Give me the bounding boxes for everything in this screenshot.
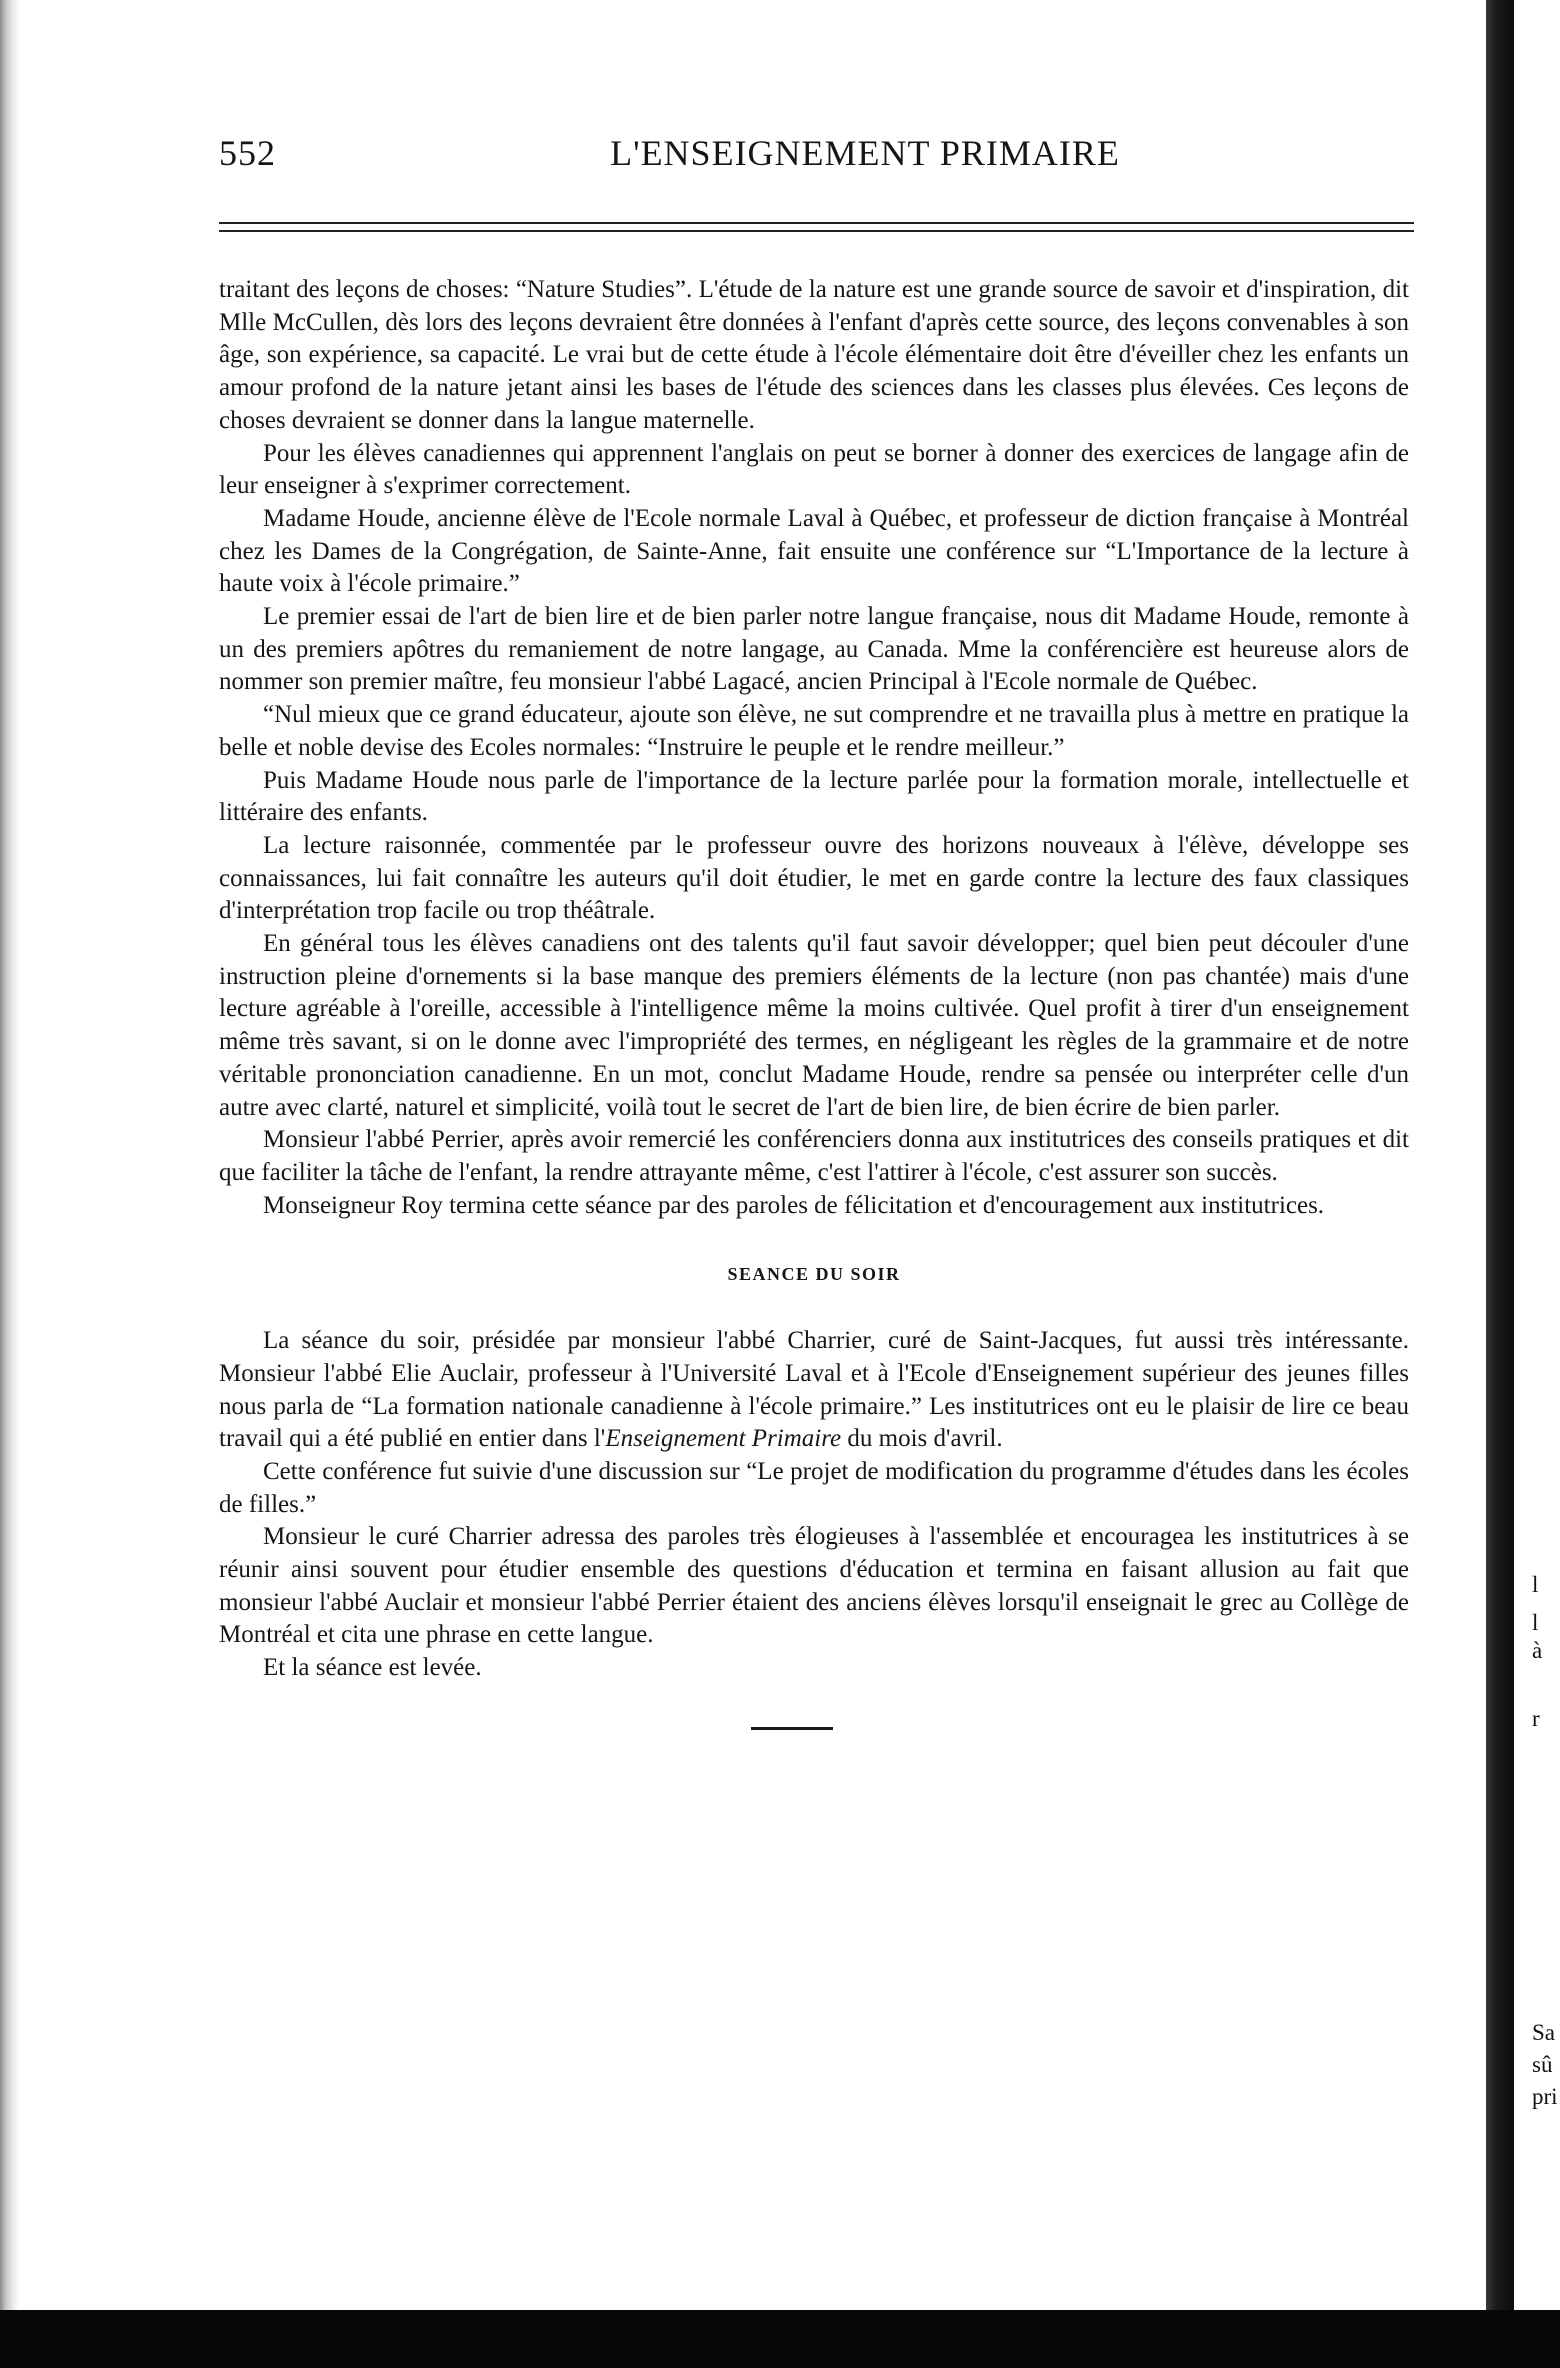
facing-page-fragment: sû bbox=[1532, 2052, 1553, 2077]
journal-title: Enseignement Primaire bbox=[605, 1425, 842, 1453]
paragraph: traitant des leçons de choses: “Nature Studies”. L'étude de la nature est une grande source de savoir et d'inspiration, dit Mlle McCullen, dès lors des leçons devraient être données à l'enfant d'après cette source, des leçons convenables à son âge, son expérience, sa capacité. Le vrai but de cette étude à l'école élémentaire doit être d'éveiller chez les enfants un amour profond de la nature jetant ainsi les bases de l'étude des sciences dans les classes plus élevées. Ces leçons de choses devraient se donner dans la langue maternelle. bbox=[219, 276, 1409, 434]
running-title: L'ENSEIGNEMENT PRIMAIRE bbox=[610, 133, 1120, 173]
paragraph-text: du mois d'avril. bbox=[841, 1425, 1003, 1453]
header-rule bbox=[219, 222, 1414, 232]
paragraph: “Nul mieux que ce grand éducateur, ajoute son élève, ne sut comprendre et ne travailla plus à mettre en pratique la belle et noble devise des Ecoles normales: “Instruire le peuple et le rendre meilleur.” bbox=[219, 701, 1409, 761]
paragraph: Le premier essai de l'art de bien lire et de bien parler notre langue française, nous dit Madame Houde, remonte à un des premiers apôtres du remaniement de notre langage, au Canada. Mme la conférencière est heureuse alors de nommer son premier maître, feu monsieur l'abbé Lagacé, ancien Principal à l'Ecole normale de Québec. bbox=[219, 603, 1409, 696]
paragraph: En général tous les élèves canadiens ont des talents qu'il faut savoir développer; quel bien peut découler d'une instruction pleine d'ornements si la base manque des premiers éléments de la lecture (non pas chantée) mais d'une lecture agréable à l'oreille, accessible à l'intelligence même la moins cultivée. Quel profit à tirer d'un enseignement même très savant, si on le donne avec l'impropriété des termes, en négligeant les règles de la grammaire et de notre véritable prononciation canadienne. En un mot, conclut Madame Houde, rendre sa pensée ou interpréter celle d'un autre avec clarté, naturel et simplicité, voilà tout le secret de l'art de bien lire, de bien écrire de bien parler. bbox=[219, 930, 1409, 1121]
paragraph: La lecture raisonnée, commentée par le professeur ouvre des horizons nouveaux à l'élève, développe ses connaissances, lui fait connaître les auteurs qu'il doit étudier, le met en garde contre la lecture des faux classiques d'interprétation trop facile ou trop théâtrale. bbox=[219, 831, 1409, 925]
section-heading: SEANCE DU SOIR bbox=[727, 1264, 901, 1285]
paragraph: Cette conférence fut suivie d'une discussion sur “Le projet de modification du programme d'études dans les écoles de filles.” bbox=[219, 1457, 1409, 1518]
paragraph: Et la séance est levée. bbox=[263, 1654, 482, 1682]
facing-page-fragment: à bbox=[1532, 1638, 1543, 1663]
paragraph: Pour les élèves canadiennes qui apprennent l'anglais on peut se borner à donner des exercices de langage afin de leur enseigner à s'exprimer correctement. bbox=[219, 439, 1409, 500]
facing-page-fragment: l bbox=[1532, 1610, 1539, 1635]
article-body bbox=[219, 274, 1409, 1730]
paragraph: Puis Madame Houde nous parle de l'importance de la lecture parlée pour la formation morale, intellectuelle et littéraire des enfants. bbox=[219, 766, 1409, 827]
page-number: 552 bbox=[219, 133, 276, 173]
book-binding bbox=[1486, 0, 1514, 2310]
paragraph: Monseigneur Roy termina cette séance par des paroles de félicitation et d'encouragement aux institutrices. bbox=[263, 1191, 1325, 1219]
facing-page bbox=[1514, 0, 1560, 2310]
scan-bottom-border bbox=[0, 2310, 1560, 2368]
paragraph bbox=[219, 1325, 1409, 1456]
facing-page-fragment: Sa bbox=[1532, 2020, 1555, 2045]
paragraph: Monsieur l'abbé Perrier, après avoir remercié les conférenciers donna aux institutrices des conseils pratiques et dit que faciliter la tâche de l'enfant, la rendre attrayante même, c'est l'attirer à l'école, c'est assurer son succès. bbox=[219, 1126, 1409, 1186]
end-rule bbox=[751, 1727, 833, 1730]
facing-page-fragment: l bbox=[1532, 1572, 1539, 1597]
paragraph: Madame Houde, ancienne élève de l'Ecole normale Laval à Québec, et professeur de diction française à Montréal chez les Dames de la Congrégation, de Sainte-Anne, fait ensuite une conférence sur “L'Importance de la lecture à haute voix à l'école primaire.” bbox=[219, 504, 1409, 598]
paragraph-text: La séance du soir, présidée par monsieur l'abbé Charrier, curé de Saint-Jacques, fut aussi très intéressante. Monsieur l'abbé Elie Auclair, professeur à l'Université Laval et à l'Ecole d'Enseignement supérieur des jeunes filles nous parla de “La formation nationale canadienne à l'école primaire.” Les institutrices ont eu le plaisir de lire ce beau travail qui a été publié en entier dans l' bbox=[219, 1327, 1409, 1453]
paragraph: Monsieur le curé Charrier adressa des paroles très élogieuses à l'assemblée et encouragea les institutrices à se réunir ainsi souvent pour étudier ensemble des questions d'éducation et termina en faisant allusion au fait que monsieur l'abbé Auclair et monsieur l'abbé Perrier étaient des anciens élèves lorsqu'il enseignait le grec au Collège de Montréal et cita une phrase en cette langue. bbox=[219, 1523, 1409, 1649]
facing-page-fragment: pri bbox=[1532, 2084, 1558, 2109]
facing-page-fragment: r bbox=[1532, 1706, 1540, 1731]
scan-left-edge bbox=[0, 0, 20, 2310]
